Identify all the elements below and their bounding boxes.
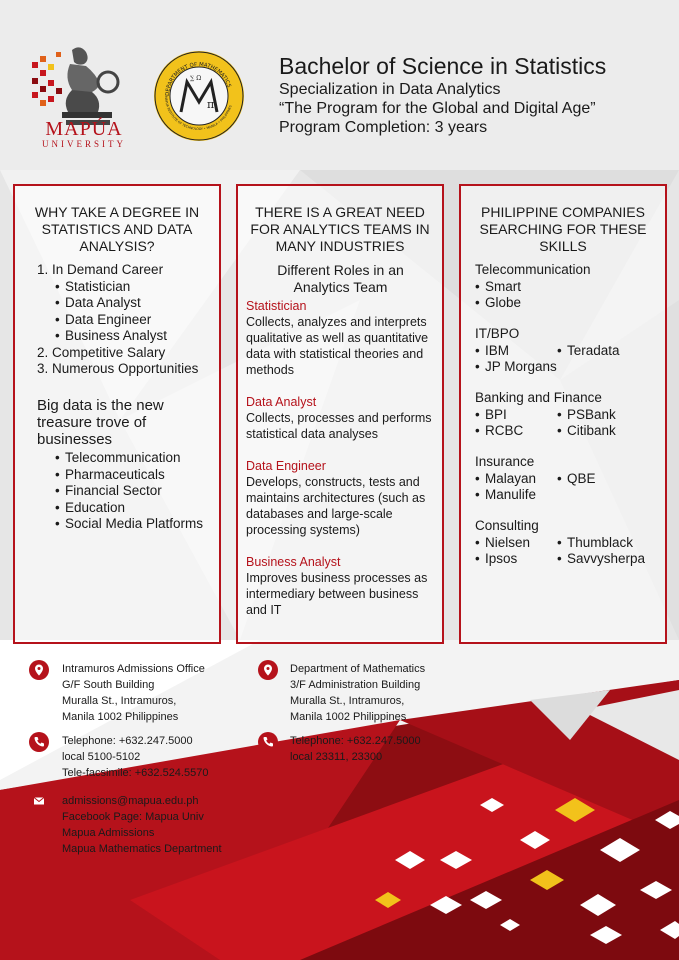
category-title: Consulting — [475, 518, 539, 533]
address-line: Muralla St., Intramuros, — [62, 695, 177, 707]
header — [0, 0, 679, 170]
category-title: Insurance — [475, 454, 535, 469]
address-line: G/F South Building — [62, 679, 155, 691]
role-data-analyst — [246, 394, 438, 442]
reason-item: 2. Competitive Salary — [37, 344, 166, 360]
reason-item: 1. In Demand Career — [37, 262, 164, 277]
phone-line: local 23311, 23300 — [290, 751, 383, 763]
company-item: • Nielsen — [475, 535, 530, 552]
svg-text:π: π — [207, 98, 215, 111]
role-statistician — [246, 298, 438, 378]
location-pin-icon — [29, 660, 49, 680]
address-line: 3/F Administration Building — [290, 679, 421, 691]
panel-heading: THERE IS A GREAT NEED FOR ANALYTICS TEAMS IN MANY INDUSTRIES — [250, 204, 430, 254]
address-line: Muralla St., Intramuros, — [290, 695, 405, 707]
company-item: • JP Morgans — [475, 359, 557, 376]
reason-item: 3. Numerous Opportunities — [37, 361, 199, 376]
company-item: • RCBC — [475, 423, 523, 440]
admissions-email-social — [62, 793, 222, 857]
company-item: • PSBank — [557, 407, 616, 424]
role-description: Collects, analyzes and interprets qualitative as well as quantitative data with statistical theories and methods — [246, 315, 429, 377]
sector-item: • Pharmaceuticals — [55, 467, 215, 484]
sector-item: • Financial Sector — [55, 483, 215, 500]
company-item: • Malayan — [475, 471, 536, 488]
company-item: • Citibank — [557, 423, 616, 440]
role-title: Business Analyst — [246, 555, 341, 569]
seal-text-bottom: MAPÚA INSTITUTE OF TECHNOLOGY • MANILA • PHILIPPINES — [163, 95, 233, 132]
role-description: Collects, processes and performs statistical data analyses — [246, 411, 432, 441]
university-subtitle: UNIVERSITY — [42, 139, 126, 149]
career-item: • Statistician — [55, 279, 217, 296]
svg-text:∑ Ω: ∑ Ω — [190, 75, 202, 82]
category-title: Banking and Finance — [475, 390, 602, 405]
role-business-analyst — [246, 554, 438, 618]
company-item: • Thumblack — [557, 535, 633, 552]
sector-item: • Education — [55, 500, 215, 517]
sector-item: • Social Media Platforms — [55, 516, 215, 533]
facebook-line: Mapua Mathematics Department — [62, 843, 222, 855]
career-item: • Data Engineer — [55, 312, 217, 329]
email-icon — [29, 791, 49, 811]
phone-line: Telephone: +632.247.5000 — [290, 735, 421, 747]
address-line: Department of Mathematics — [290, 663, 426, 675]
role-description: Improves business processes as intermediary between business and IT — [246, 571, 428, 617]
role-title: Data Engineer — [246, 459, 326, 473]
company-item: • QBE — [557, 471, 596, 488]
category-it-bpo — [475, 326, 665, 376]
sector-item: • Telecommunication — [55, 450, 215, 467]
phone-line: local 5100-5102 — [62, 751, 141, 763]
math-department-address — [290, 661, 425, 725]
company-item: • IBM — [475, 343, 509, 360]
category-title: IT/BPO — [475, 326, 520, 341]
why-degree-panel — [13, 184, 221, 644]
company-item: • BPI — [475, 407, 507, 424]
career-item: • Data Analyst — [55, 295, 217, 312]
category-banking-finance — [475, 390, 665, 440]
math-department-seal — [153, 50, 245, 142]
location-pin-icon — [258, 660, 278, 680]
phone-icon — [29, 732, 49, 752]
program-title: Bachelor of Science in Statistics — [279, 53, 607, 79]
math-department-phone — [290, 733, 421, 765]
category-consulting — [475, 518, 665, 568]
program-title-block — [279, 52, 606, 137]
address-line: Manila 1002 Philippines — [62, 711, 179, 723]
address-line: Intramuros Admissions Office — [62, 663, 205, 675]
facebook-line: Facebook Page: Mapua Univ — [62, 811, 204, 823]
program-specialization: Specialization in Data Analytics — [279, 81, 501, 98]
admissions-phone — [62, 733, 208, 781]
category-title: Telecommunication — [475, 262, 591, 277]
company-item: • Globe — [475, 295, 665, 312]
roles-subheading: Different Roles in an Analytics Team — [277, 262, 404, 295]
company-item: • Savvysherpa — [557, 551, 645, 568]
panel-heading: WHY TAKE A DEGREE IN STATISTICS AND DATA ANALYSIS? — [34, 204, 200, 254]
career-item: • Business Analyst — [55, 328, 217, 345]
role-data-engineer — [246, 458, 438, 538]
seal-text-top: DEPARTMENT OF MATHEMATICS — [164, 61, 232, 97]
phone-icon — [258, 732, 278, 752]
program-completion: Program Completion: 3 years — [279, 119, 488, 136]
company-item: • Ipsos — [475, 551, 517, 568]
sectors-list — [55, 450, 215, 533]
analytics-need-panel — [236, 184, 444, 644]
panel-heading: PHILIPPINE COMPANIES SEARCHING FOR THESE SKILLS — [479, 204, 647, 254]
role-description: Develops, constructs, tests and maintains architectures (such as databases and large-scale processing systems) — [246, 475, 426, 537]
email-link[interactable]: admissions@mapua.edu.ph — [62, 795, 199, 807]
address-line: Manila 1002 Philippines — [290, 711, 407, 723]
facebook-line: Mapua Admissions — [62, 827, 155, 839]
company-item: • Smart — [475, 279, 665, 296]
admissions-office-address — [62, 661, 205, 725]
company-item: • Teradata — [557, 343, 620, 360]
reasons-list — [37, 262, 217, 378]
phone-line: Telephone: +632.247.5000 — [62, 735, 193, 747]
university-name: MAPÚA — [45, 118, 123, 140]
category-telecommunication — [475, 262, 665, 312]
program-tagline: “The Program for the Global and Digital Age” — [279, 100, 596, 117]
phone-line: Tele-facsimile: +632.524.5570 — [62, 767, 209, 779]
companies-panel — [459, 184, 667, 644]
role-title: Data Analyst — [246, 395, 317, 409]
category-insurance — [475, 454, 665, 504]
company-item: • Manulife — [475, 487, 536, 504]
role-title: Statistician — [246, 299, 307, 313]
big-data-heading: Big data is the new treasure trove of businesses — [37, 397, 164, 448]
